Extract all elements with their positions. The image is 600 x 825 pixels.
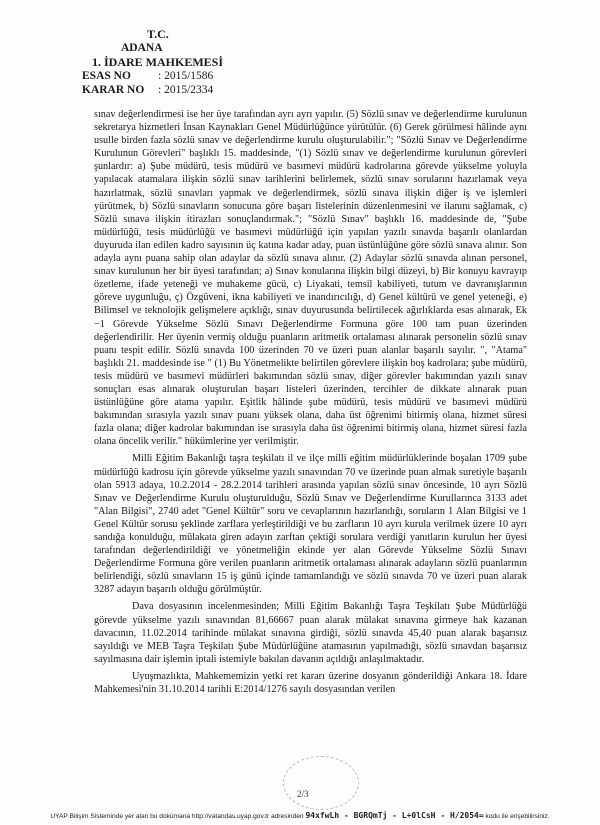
footer-verification-code: 94xfwLh - BGRQmTj - L+0lCsH - H/2054= (305, 811, 484, 820)
body-paragraph-4: Uyuşmazlıkta, Mahkememizin yetki ret kararı üzerine dosyanın gönderildiği Ankara 18. İdare Mahkemesi'nin 31.10.2014 tarihli E:2014/1276 sayılı dosyasından verilen (94, 670, 527, 696)
body-paragraph-2: Milli Eğitim Bakanlığı taşra teşkilatı il ve ilçe milli eğitim müdürlüklerinde boşalan 1709 şube müdürlüğü kadrosu için görevde yükselme yazılı sınavından 70 ve üzerinde puan almak suretiyle başarılı olan 5913 adaya, 10.2.2014 - 28.2.2014 tarihleri arasında yapılan sözlü sınav öncesinde, 10 ayrı Sözlü Sınav ve Değerlendirme Kurulu oluşturulduğu, Sözlü Sınav ve Değerlendirme Kurullarınca 3133 adet "Alan Bilgisi", 2740 adet "Genel Kültür" soru ve cevaplarının hazırlandığı, soruların 1 Alan Bilgisi ve 1 Genel Kültür sorusu şeklinde zarflara yerleştirildiği ve bu zarfların 10 ayrı kurula verilmek üzere 10 ayrı sandığa konulduğu, mülakata giren adayın zarftan çektiği sorulara verdiği yanıtların kurulun her üyesi tarafından değerlendirildiği ve yönetmeliğin ekinde yer alan Görevde Yükselme Sözlü Sınavı Değerlendirme Formuna göre verilen puanların aritmetik ortalaması alınarak adayların sözlü puanlarının belirlendiği, sözlü sınavların 15 iş günü içinde tamamlandığı ve sözlü sınavda 70 ve üzeri puan alarak 3287 adayın başarılı olduğu görülmüştür. (94, 453, 527, 596)
header-city: ADANA (121, 42, 163, 54)
karar-no-row (82, 84, 213, 97)
document-body (94, 108, 527, 696)
footer-text-after: kodu ile erişebilirsiniz. (485, 813, 550, 820)
header-tc: T.C. (147, 27, 169, 41)
footer-text-before: UYAP Bilişim Sisteminde yer alan bu dokümana http://vatandas.uyap.gov.tr adresinden (50, 813, 304, 820)
body-paragraph-3: Dava dosyasının incelenmesinden; Milli Eğitim Bakanlığı Taşra Teşkilatı Şube Müdürlüğü görevde yükselme yazılı sınavından 81,66667 puan alarak mülakat sınavına girmeye hak kazanan davacının, 11.02.2014 tarihinde mülakat sınavına girdiği, sözlü sınavda 45,40 puan alarak başarısız sayıldığı ve MEB Taşra Teşkilatı Şube Müdürlüğüne atamasının yapılmadığı, sözlü sınavdan başarısız sayılmasına dair işlemin iptali istemiyle bakılan davanın açıldığı anlaşılmaktadır. (94, 601, 527, 665)
page-number: 2/3 (297, 789, 309, 799)
esas-no-label: ESAS NO (82, 70, 131, 82)
esas-no-value: : 2015/1586 (158, 70, 214, 82)
body-paragraph-1: sınav değerlendirmesi ise her üye tarafından ayrı ayrı yapılır. (5) Sözlü sınav ve değerlendirme kurulunun sekretarya hizmetleri İnsan Kaynakları Genel Müdürlüğünce yürütülür. (6) Gerek görülmesi hâlinde aynı usulle birden fazla sözlü sınav ve değerlendirme kurulu oluşturulabilir."; "Sözlü Sınav ve Değerlendirme Kurulunun Görevleri" başlıklı 15. maddesinde, "(1) Sözlü sınav ve değerlendirme kurulunun görevleri şunlardır: a) Şube müdürü, tesis müdürü ve basımevi müdürü kadrolarına görevde yükselme yoluyla yapılacak atamalara ilişkin sözlü sınav tarihlerini belirlemek, sözlü sınav sorularını hazırlamak veya hazırlatmak, sözlü sınavları yapmak ve değerlendirmek, sözlü sınava ilişkin diğer iş ve işlemleri yürütmek, b) Sözlü sınavların sonucuna göre başarı listelerinin düzenlenmesini ve ilanını sağlamak, c) Sözlü sınava ilişkin itirazları sonuçlandırmak."; "Sözlü Sınav" başlıklı 16. maddesinde de, "Şube müdürlüğü, tesis müdürlüğü ve basımevi müdürlüğü için yapılan yazılı sınavda başarılı olanlardan duyuruda ilan edilen kadro sayısının üç katına kadar aday, puan üstünlüğüne göre sözlü sınava alınır. Son adayla aynı puana sahip olan adaylar da sözlü sınava alınır. (2) Adaylar sözlü sınavda alınan personel, sınav kurulunun her bir üyesi tarafından; a) Sınav konularına ilişkin bilgi düzeyi, b) Bir konuyu kavrayıp özetleme, ifade yeteneği ve muhakeme gücü, c) Liyakati, temsil kabiliyeti, tutum ve davranışlarının göreve uygunluğu, ç) Özgüveni, ikna kabiliyeti ve inandırıcılığı, d) Genel kültürü ve genel yeteneği, e) Bilimsel ve teknolojik gelişmelere açıklığı, sınav duyurusunda belirtilecek ağırlıklarda esas alınarak, Ek −1 Görevde Yükselme Sözlü Sınavı Değerlendirme Formuna göre 100 tam puan üzerinden değerlendirilir. Her üyenin vermiş olduğu puanların aritmetik ortalaması alınarak personelin sözlü sınav puanı tespit edilir. Sözlü sınavda 100 üzerinden 70 ve üzeri puan alanlar başarılı sayılır. ", "Atama" başlıklı 21. maddesinde ise " (1) Bu Yönetmelikte belirtilen görevlere ilişkin boş kadrolara; şube müdürü, tesis müdürü ve basımevi müdürleri bakımından sözlü sınav, diğer görevler bakımından yazılı sınav sonuçları esas alınarak oluşturulan başarı listeleri üzerinden, tercihler de dikkate alınarak puan üstünlüğüne göre atama yapılır. Eşitlik hâlinde şube müdürü, tesis müdürü ve basımevi müdürü bakımından sırasıyla yazılı sınav puanı yüksek olana, daha üst öğrenimi bitirmiş olana, hizmet süresi fazla olana; diğer kadrolar bakımından ise sırasıyla daha üst öğrenimi bitirmiş olana, hizmet süresi fazla olana öncelik verilir." hükümlerine yer verilmiştir. (94, 109, 527, 448)
karar-no-label: KARAR NO (82, 84, 145, 96)
esas-no-row (82, 70, 213, 83)
uyap-footer (0, 808, 600, 824)
court-stamp (283, 756, 359, 810)
header-court-name: 1. İDARE MAHKEMESİ (92, 55, 224, 69)
karar-no-value: : 2015/2334 (158, 84, 214, 96)
